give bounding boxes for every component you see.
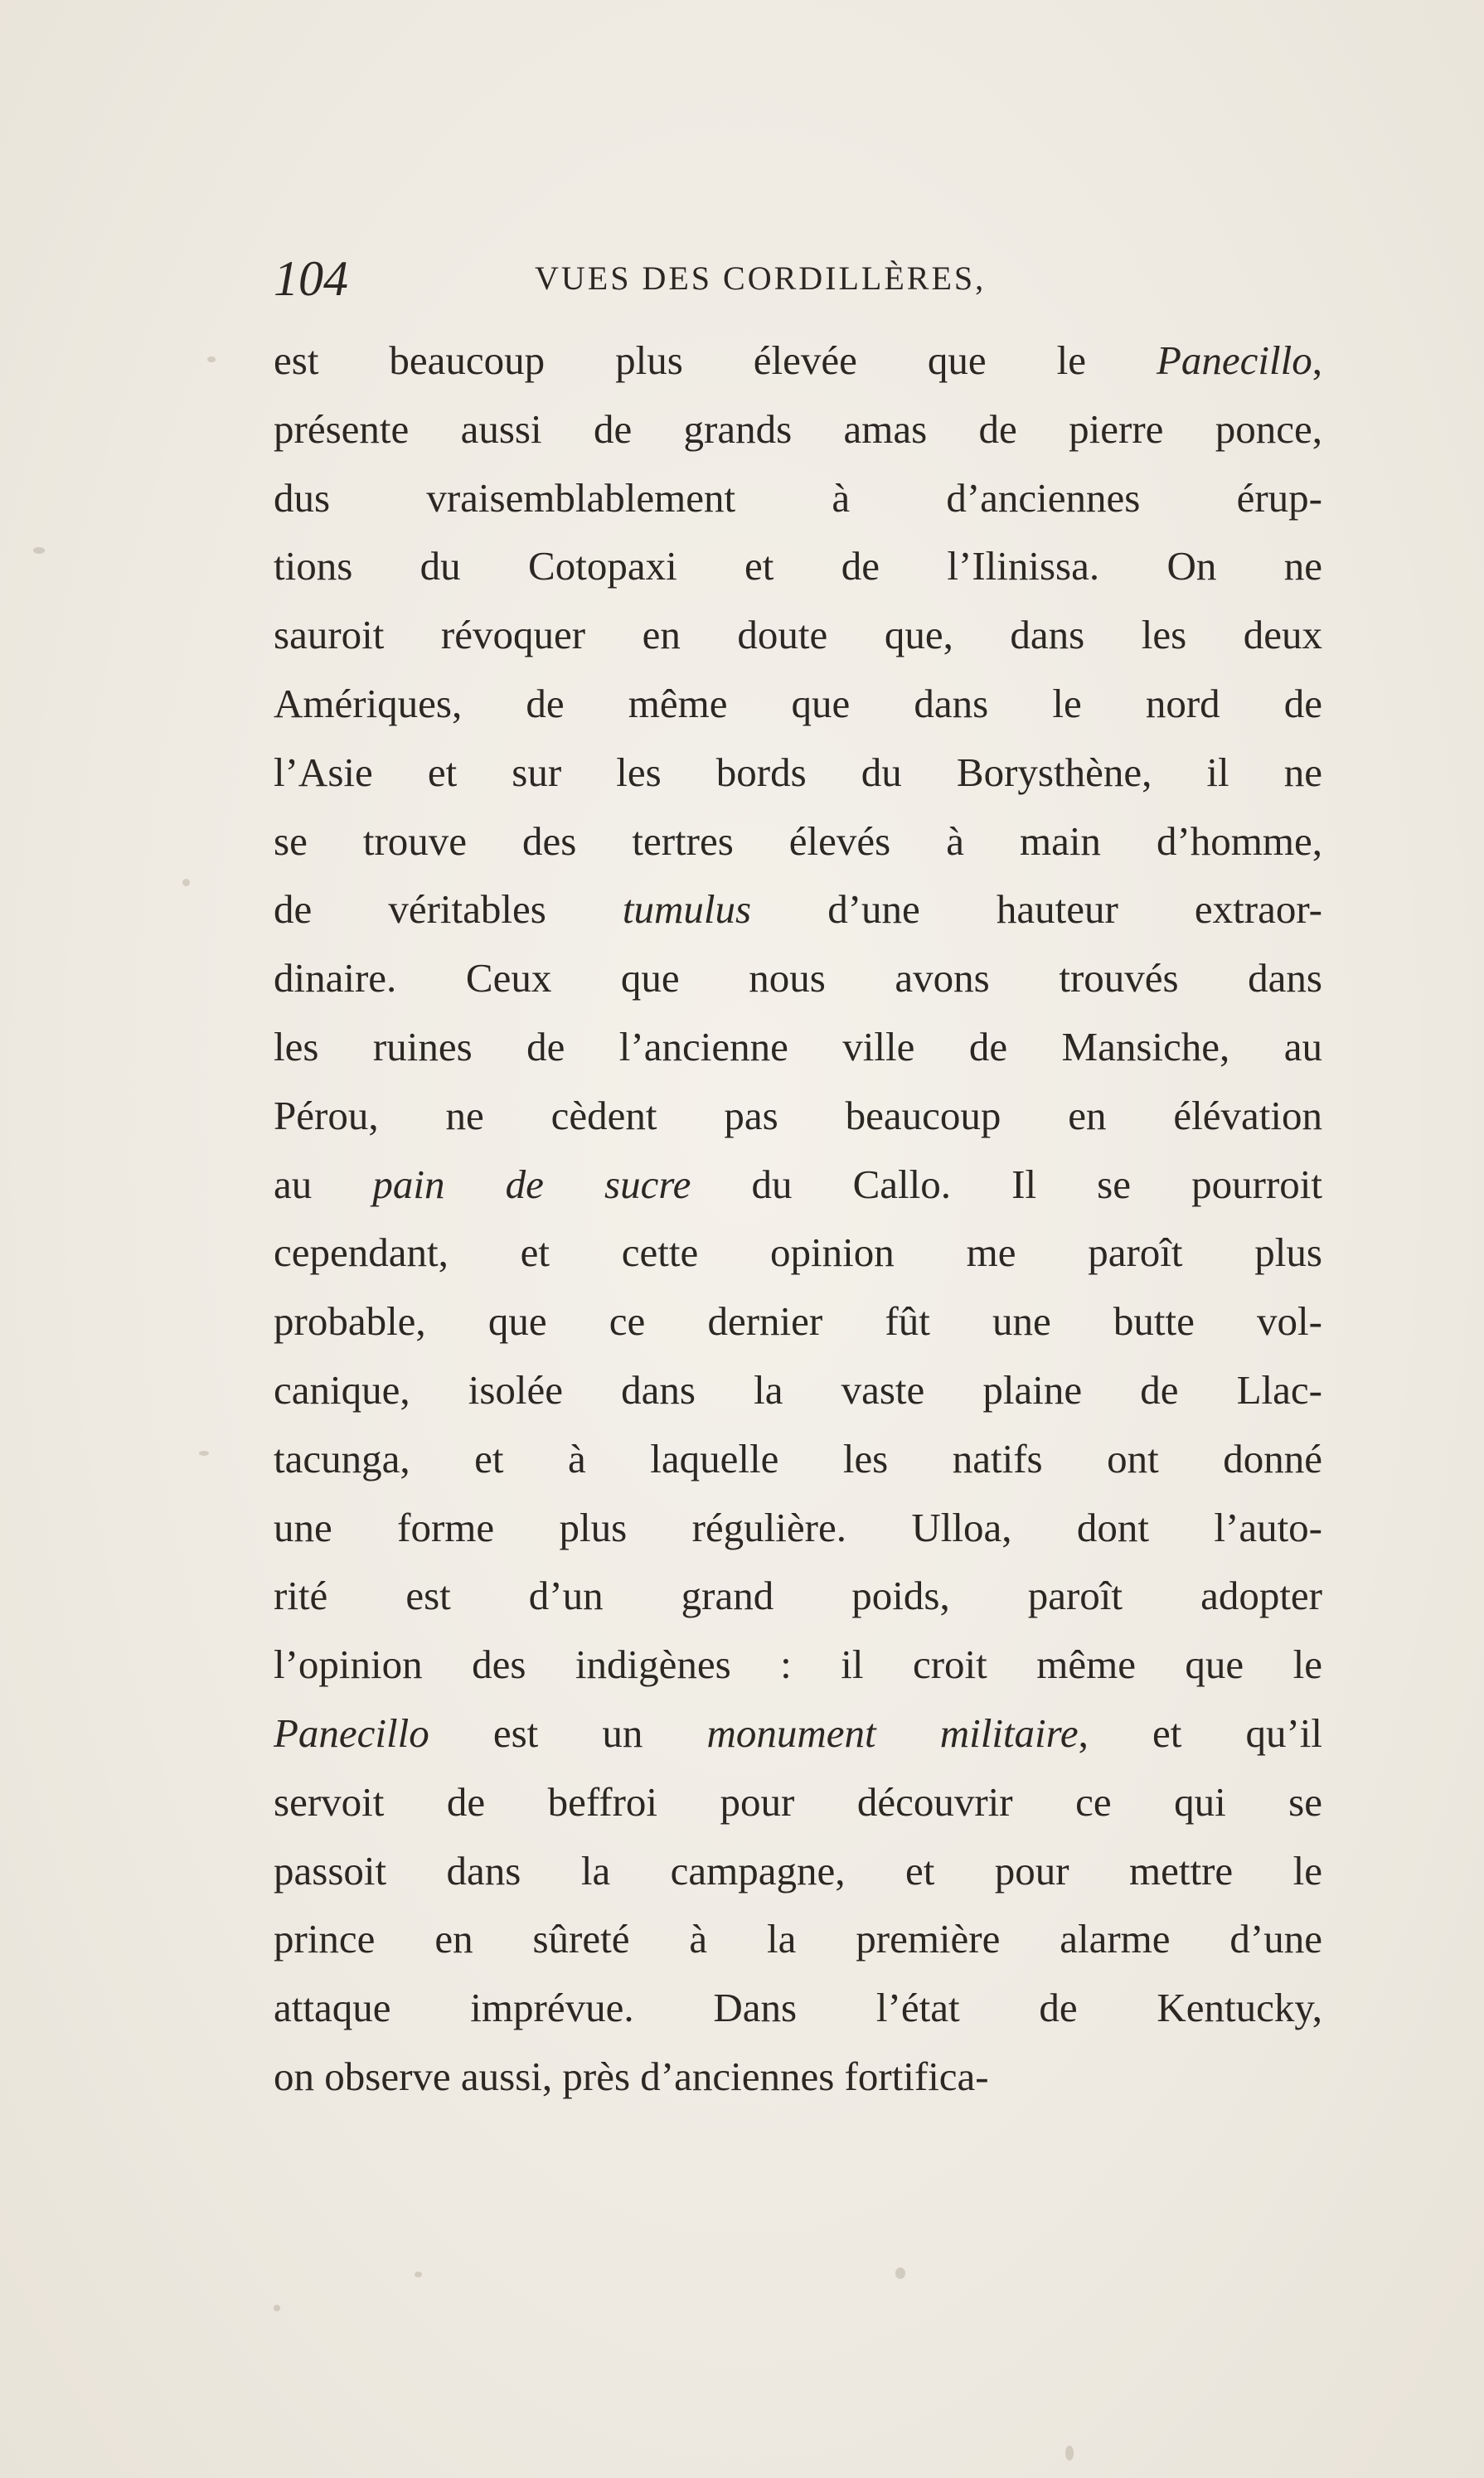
page-header [274, 245, 1078, 312]
text-segment: du Callo. Il se pourroit [691, 1161, 1322, 1207]
text-segment: présente aussi de grands amas de pierre ponce, [274, 405, 1322, 452]
paper-speck [33, 547, 45, 554]
paper-speck [1065, 2446, 1074, 2461]
text-segment: Pérou, ne cèdent pas beaucoup en élévation [274, 1092, 1322, 1138]
text-segment: probable, que ce dernier fût une butte vol- [274, 1298, 1322, 1345]
italic-text: pain de sucre [372, 1161, 691, 1207]
text-line [274, 1494, 1322, 1563]
text-segment: cependant, et cette opinion me paroît plus [274, 1229, 1322, 1276]
text-line [274, 2043, 1322, 2112]
text-line [274, 1356, 1322, 1425]
text-line [274, 1631, 1322, 1700]
text-line [274, 1837, 1322, 1906]
text-segment: on observe aussi, près d’anciennes fortifica- [274, 2053, 989, 2099]
text-segment: est beaucoup plus élevée que le [274, 337, 1157, 383]
text-line [274, 601, 1322, 670]
text-line [274, 327, 1322, 395]
text-line [274, 944, 1322, 1013]
text-segment: rité est d’un grand poids, paroît adopter [274, 1573, 1322, 1619]
text-line [274, 875, 1322, 944]
text-segment: dinaire. Ceux que nous avons trouvés dans [274, 955, 1322, 1001]
paper-speck [415, 2272, 422, 2277]
text-segment: prince en sûreté à la première alarme d’une [274, 1916, 1322, 1962]
text-segment: passoit dans la campagne, et pour mettre le [274, 1847, 1322, 1894]
text-line [274, 395, 1322, 464]
paper-speck [199, 1451, 209, 1456]
text-segment: une forme plus régulière. Ulloa, dont l’auto- [274, 1504, 1322, 1550]
text-line [274, 464, 1322, 533]
text-line [274, 670, 1322, 739]
text-segment: les ruines de l’ancienne ville de Mansiche, au [274, 1023, 1322, 1069]
text-line [274, 1768, 1322, 1837]
text-segment: , et qu’il [1078, 1709, 1323, 1756]
text-segment: servoit de beffroi pour découvrir ce qui se [274, 1778, 1322, 1825]
text-segment: de véritables [274, 886, 623, 933]
text-segment: attaque imprévue. Dans l’état de Kentucky, [274, 1985, 1322, 2031]
text-segment: sauroit révoquer en doute que, dans les deux [274, 612, 1322, 658]
text-segment: tacunga, et à laquelle les natifs ont donné [274, 1435, 1322, 1481]
paper-speck [182, 879, 190, 886]
text-segment: tions du Cotopaxi et de l’Ilinissa. On ne [274, 543, 1322, 589]
body-text [274, 327, 1322, 2112]
text-line [274, 739, 1322, 807]
page-number: 104 [274, 251, 348, 306]
text-line [274, 1151, 1322, 1220]
italic-text: monument militaire [706, 1709, 1079, 1756]
paper-speck [895, 2267, 905, 2279]
italic-text: tumulus [622, 886, 752, 933]
text-line [274, 1013, 1322, 1082]
text-line [274, 532, 1322, 601]
running-head: VUES DES CORDILLÈRES, [535, 259, 987, 297]
text-segment: d’une hauteur extraor- [751, 886, 1322, 933]
text-line [274, 1219, 1322, 1287]
text-segment: l’Asie et sur les bords du Borysthène, il ne [274, 749, 1322, 795]
text-line [274, 1287, 1322, 1356]
italic-text: Panecillo [1156, 337, 1312, 383]
italic-text: Panecillo [274, 1709, 429, 1756]
text-segment: , [1312, 337, 1322, 383]
text-segment: Amériques, de même que dans le nord de [274, 680, 1322, 726]
text-segment: au [274, 1161, 373, 1207]
text-segment: dus vraisemblablement à d’anciennes érup- [274, 474, 1322, 521]
text-segment: canique, isolée dans la vaste plaine de Llac- [274, 1366, 1322, 1413]
text-line [274, 1425, 1322, 1494]
paper-speck [207, 356, 216, 362]
paper-speck [274, 2305, 280, 2311]
text-line [274, 1082, 1322, 1151]
text-segment: est un [429, 1709, 707, 1756]
text-line [274, 1974, 1322, 2043]
text-line [274, 1905, 1322, 1974]
text-line [274, 1562, 1322, 1631]
text-segment: se trouve des tertres élevés à main d’homme, [274, 817, 1322, 864]
text-segment: l’opinion des indigènes : il croit même que le [274, 1641, 1322, 1688]
text-line [274, 1700, 1322, 1768]
text-line [274, 807, 1322, 876]
